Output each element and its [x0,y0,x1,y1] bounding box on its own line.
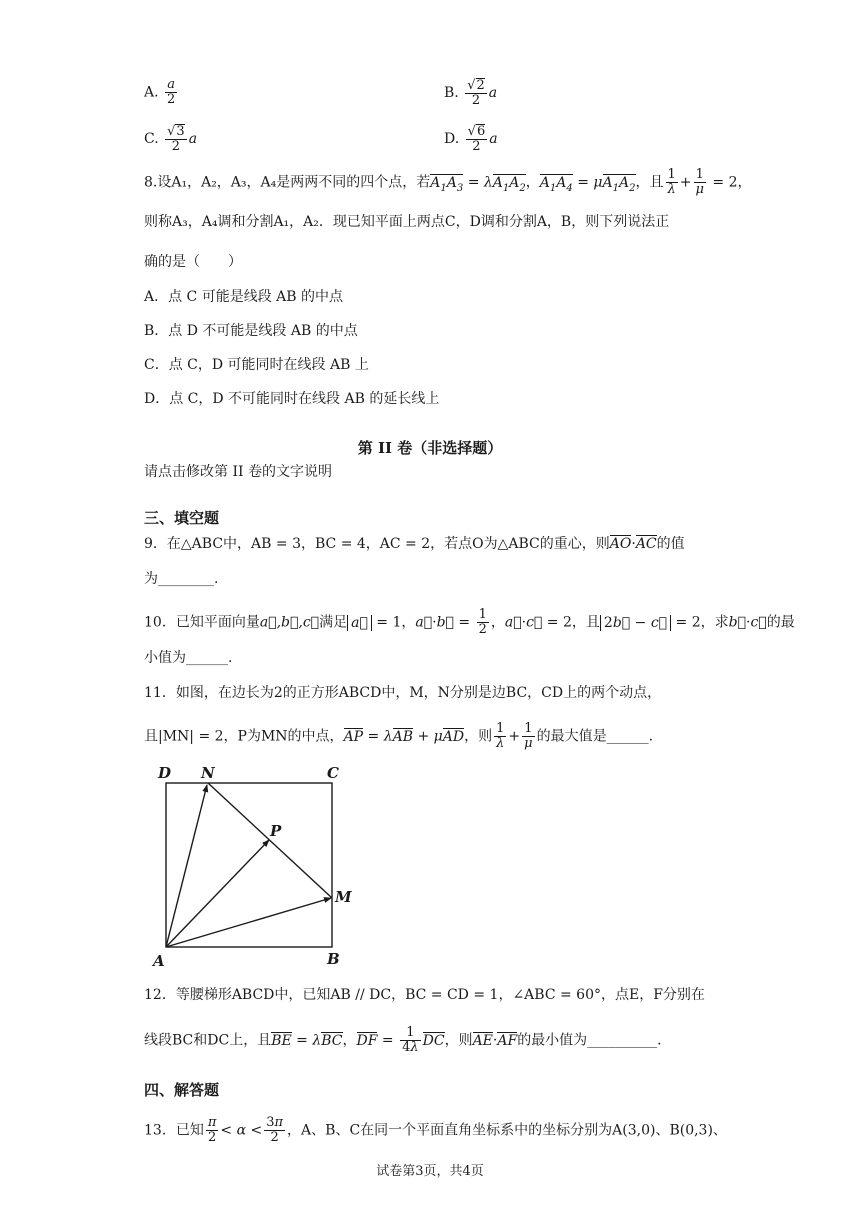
q11-text-a: 且|MN| = 2，P为MN的中点， [144,728,344,745]
vector-be: BE [271,1032,292,1049]
q8-option-b: B．点 D 不可能是线段 AB 的中点 [144,323,358,339]
q11-line2: 且|MN| = 2，P为MN的中点，AP = λAB + μAD，则 $\frac{1}{\lambda}$ + $\frac{1}{\mu}$ 的最大值是______. [144,721,654,751]
question-number: 8. [144,174,158,191]
section3-title: 三、填空题 [144,509,220,527]
q13-line1: 13．已知 $\frac{\pi}{2}$ < α < $\frac{3\pi}{2}$ ，A、B、C在同一个平面直角坐标系中的坐标分别为A(3,0)、B(0,3)、 [144,1115,727,1145]
vector-am [166,898,331,947]
option-label: D. [444,131,460,147]
q9-text-end: 的值 [656,536,685,552]
vector-a1a2b: $A_1A_2$ [602,174,636,194]
denominator: 2 [471,93,481,108]
vector-df: DF [356,1032,378,1049]
part2-note: 请点击修改第 II 卷的文字说明 [144,464,332,480]
label-m: M [335,888,352,906]
q7-option-b [444,78,497,108]
section4-title: 四、解答题 [144,1081,220,1099]
radicand: 2 [476,78,485,93]
q10-line1: 10．已知平面向量a⃗,b⃗,c⃗满足 a⃗ = 1，a⃗·b⃗ = $\frac{1}{2}$ ，a⃗·c⃗ = 2，且 2b⃗ − c⃗ = 2，求b⃗·c⃗的最 [144,607,795,637]
option-label: A. [144,84,159,101]
vector-ab: AB [392,728,414,745]
q12-line2: 线段BC和DC上，且BE = λBC，DF = $\frac{1}{4\lambda}$ DC，则AE·AF的最小值为__________. [144,1025,662,1055]
part2-title: 第 II 卷（非选择题） [357,439,503,457]
fraction [165,124,187,154]
q10-text-c: ，求 [700,614,729,631]
label-c: C [327,764,339,782]
denominator: 2 [171,139,181,154]
vector-ao: AO [609,536,632,552]
q10-text-a: 10．已知平面向量 [144,614,260,631]
fraction: $\frac{1}{\lambda}$ [496,721,505,751]
vector-af: AF [497,1032,518,1049]
q12-line1: 12．等腰梯形ABCD中，已知AB // DC，BC = CD = 1，∠ABC = 60°，点E，F分别在 [144,987,705,1003]
q11-text-b: ，则 [464,728,493,745]
q12-text-c: 的最小值为__________. [517,1032,662,1049]
fraction: $\frac{1}{4\lambda}$ [402,1025,419,1055]
q11-line1: 11．如图，在边长为2的正方形ABCD中，M，N分别是边BC，CD上的两个动点， [144,685,662,701]
q10-line2: 小值为______. [144,650,233,666]
numerator: √2 [467,78,485,93]
segment-nm [208,783,332,898]
q9-line1: 9．在△ABC中，AB = 3，BC = 4，AC = 2，若点O为△ABC的重心，则AO·AC的值 [144,536,685,552]
variable: a [489,131,498,147]
fraction: $\frac{\pi}{2}$ [207,1115,217,1145]
vector-a1a3: $A_1A_3$ [430,174,464,194]
fraction [466,124,488,154]
numerator: a [165,78,177,93]
vector-ae: AE [472,1032,493,1049]
vector-dc: DC [422,1032,445,1049]
q8-line2: 则称A₃，A₄调和分割A₁，A₂．现已知平面上两点C，D调和分割A，B，则下列说法正 [144,214,670,230]
q9-text: 9．在△ABC中，AB = 3，BC = 4，AC = 2，若点O为△ABC的重心，则 [144,536,610,552]
label-d: D [158,764,172,782]
vector-an [166,785,207,947]
vector-bc: BC [321,1032,343,1049]
q10-text-b: 满足 [319,614,348,631]
denominator: 2 [472,139,481,154]
variable: a [488,85,498,101]
fraction: $\frac{1}{\mu}$ [524,721,533,751]
vector-ap: AP [343,728,364,745]
q7-option-c [144,124,197,154]
option-label: C. [144,131,159,147]
vector-a1a2: $A_1A_2$ [492,174,526,194]
vector-a1a4: $A_1A_4$ [539,174,573,194]
fraction: $\frac{1}{\mu}$ [695,167,704,197]
q9-line2: 为________. [144,571,219,587]
q12-text-a: 线段BC和DC上，且 [144,1032,272,1049]
q8-line1: 8.设A₁，A₂，A₃，A₄是两两不同的四个点，若$A_1A_3 = \lambda A_1A_2$，$A_1A_4 = \mu A_1A_2$，且 $\frac{1}{\lambda}$ + $\frac{1}{\mu}$ = 2， [144,167,752,197]
q8-text: 设A₁，A₂，A₃，A₄是两两不同的四个点，若 [157,174,431,191]
q8-option-a: A．点 C 可能是线段 AB 的中点 [144,289,344,305]
square-diagram [150,758,370,973]
fraction [165,78,177,107]
q8-line3: 确的是（ ） [144,254,242,270]
option-label: B. [444,85,459,101]
fraction: $\frac{3\pi}{2}$ [266,1115,284,1145]
q8-text-mid: ，且 [635,174,664,191]
q10-text-d: 的最 [766,614,795,631]
variable: a [188,131,198,147]
vector-ad: AD [442,728,465,745]
radicand: 3 [176,124,185,139]
fraction: $\frac{1}{\lambda}$ [667,167,676,197]
label-a: A [153,952,165,970]
q13-text-b: ，A、B、C在同一个平面直角坐标系中的坐标分别为A(3,0)、B(0,3)、 [287,1122,727,1139]
numerator: √6 [467,124,486,139]
label-p: P [270,822,282,840]
q12-text-b: ，则 [444,1032,473,1049]
q8-option-c: C．点 C，D 可能同时在线段 AB 上 [144,357,369,373]
fraction: $\frac{1}{2}$ [478,607,487,637]
label-b: B [327,950,340,968]
q11-text-c: 的最大值是______. [536,728,654,745]
radicand: 6 [476,124,486,139]
q7-option-d [444,124,498,154]
label-n: N [201,764,215,782]
vector-ap-line [166,840,269,947]
q8-text-end: ， [737,174,752,191]
q13-text-a: 13．已知 [144,1122,204,1139]
denominator: 2 [167,92,176,107]
numerator: √3 [167,124,185,139]
q7-option-a [144,78,179,107]
page-footer: 试卷第3页，共4页 [376,1164,484,1179]
q8-option-d: D．点 C，D 不可能同时在线段 AB 的延长线上 [144,391,440,407]
fraction [465,78,487,108]
vector-ac: AC [635,536,657,552]
